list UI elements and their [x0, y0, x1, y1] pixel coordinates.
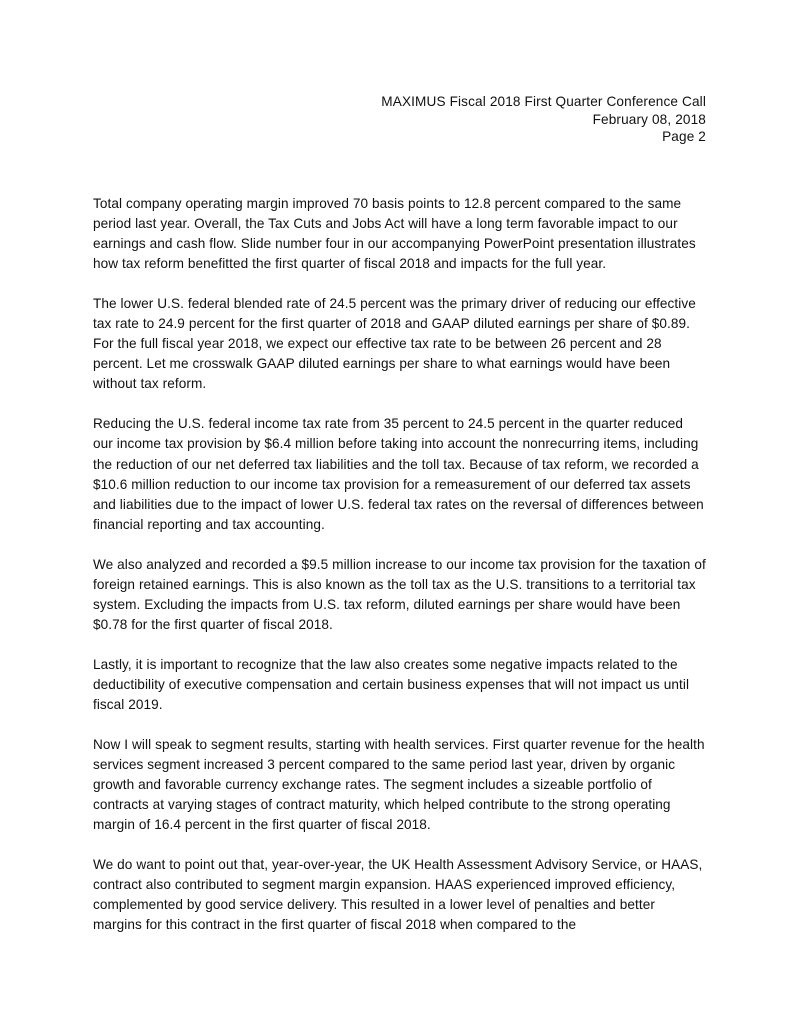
body-paragraph: We do want to point out that, year-over-year, the UK Health Assessment Advisory Service, or HAAS, contract also contributed to segment margin expansion. HAAS experienced improved efficiency, complemented by good service delivery. This resulted in a lower level of penalties and better margins for this contract in the first quarter of fiscal 2018 when compared to the — [93, 857, 703, 933]
header-date-line: February 08, 2018 — [592, 111, 706, 127]
body-paragraph: We also analyzed and recorded a $9.5 million increase to our income tax provision for the taxation of foreign retained earnings. This is also known as the toll tax as the U.S. transitions to a territorial tax system. Excluding the impacts from U.S. tax reform, diluted earnings per share would have been $0.78 for the first quarter of fiscal 2018. — [93, 556, 706, 632]
body-paragraph: Reducing the U.S. federal income tax rate from 35 percent to 24.5 percent in the quarter reduced our income tax provision by $6.4 million before taking into account the nonrecurring items, including the reduction of our net deferred tax liabilities and the toll tax. Because of tax reform, we recorded a $10.6 million reduction to our income tax provision for a remeasurement of our deferred tax assets and liabilities due to the impact of lower U.S. federal tax rates on the reversal of differences between financial reporting and tax accounting. — [93, 416, 704, 532]
page-header — [93, 93, 706, 146]
document-body — [93, 194, 706, 935]
body-paragraph: Lastly, it is important to recognize that the law also creates some negative impacts related to the deductibility of executive compensation and certain business expenses that will not impact us until fiscal 2019. — [93, 656, 690, 712]
header-page-number: Page 2 — [662, 129, 706, 145]
body-paragraph: Now I will speak to segment results, starting with health services. First quarter revenue for the health services segment increased 3 percent compared to the same period last year, driven by organic growth and favorable currency exchange rates. The segment includes a sizeable portfolio of contracts at varying stages of contract maturity, which helped contribute to the strong operating margin of 16.4 percent in the first quarter of fiscal 2018. — [93, 737, 705, 833]
body-paragraph: The lower U.S. federal blended rate of 24.5 percent was the primary driver of reducing our effective tax rate to 24.9 percent for the first quarter of 2018 and GAAP diluted earnings per share of $0.89. For the full fiscal year 2018, we expect our effective tax rate to be between 26 percent and 28 percent. Let me crosswalk GAAP diluted earnings per share to what earnings would have been without tax reform. — [93, 296, 696, 392]
body-paragraph: Total company operating margin improved 70 basis points to 12.8 percent compared to the same period last year. Overall, the Tax Cuts and Jobs Act will have a long term favorable impact to our earnings and cash flow. Slide number four in our accompanying PowerPoint presentation illustrates how tax reform benefitted the first quarter of fiscal 2018 and impacts for the full year. — [93, 196, 696, 272]
header-title-line: MAXIMUS Fiscal 2018 First Quarter Conference Call — [381, 94, 706, 109]
